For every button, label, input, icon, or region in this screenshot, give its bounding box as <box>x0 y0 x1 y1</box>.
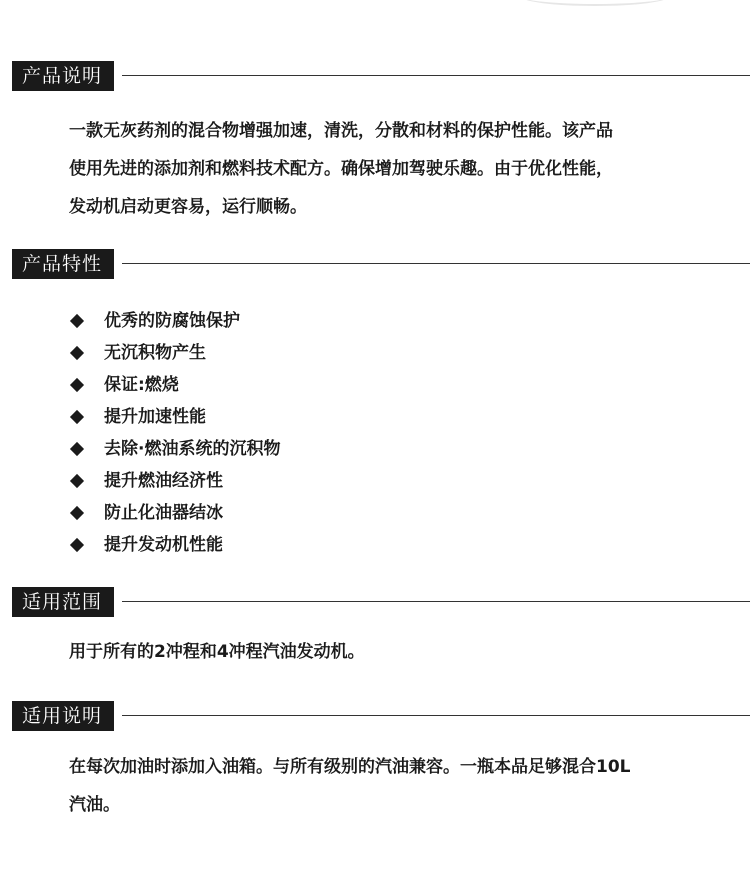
usage-line: 汽油。 <box>69 795 120 815</box>
usage-text <box>69 748 739 824</box>
section-title-description: 产品说明 <box>12 61 114 91</box>
description-line: 一款无灰药剂的混合物增强加速，清洗，分散和材料的保护性能。该产品 <box>69 121 613 141</box>
list-item <box>70 305 280 337</box>
section-divider <box>12 75 750 76</box>
diamond-bullet-icon <box>70 346 84 360</box>
list-item <box>70 497 280 529</box>
section-header-features <box>12 249 750 279</box>
diamond-bullet-icon <box>70 314 84 328</box>
section-divider <box>12 715 750 716</box>
feature-label: 提升发动机性能 <box>104 535 223 555</box>
section-title-features: 产品特性 <box>12 249 114 279</box>
list-item <box>70 369 280 401</box>
section-divider <box>12 601 750 602</box>
section-header-usage <box>12 701 750 731</box>
diamond-bullet-icon <box>70 442 84 456</box>
section-divider <box>12 263 750 264</box>
list-item <box>70 465 280 497</box>
feature-label: 提升燃油经济性 <box>104 471 223 491</box>
diamond-bullet-icon <box>70 506 84 520</box>
diamond-bullet-icon <box>70 538 84 552</box>
diamond-bullet-icon <box>70 410 84 424</box>
features-list <box>70 305 280 561</box>
scope-line: 用于所有的2冲程和4冲程汽油发动机。 <box>69 642 365 662</box>
feature-label: 优秀的防腐蚀保护 <box>104 311 240 331</box>
description-line: 使用先进的添加剂和燃料技术配方。确保增加驾驶乐趣。由于优化性能， <box>69 159 613 179</box>
feature-label: 保证:燃烧 <box>104 375 179 395</box>
feature-label: 去除·燃油系统的沉积物 <box>104 439 281 459</box>
diamond-bullet-icon <box>70 474 84 488</box>
section-header-scope <box>12 587 750 617</box>
list-item <box>70 433 280 465</box>
diamond-bullet-icon <box>70 378 84 392</box>
feature-label: 防止化油器结冰 <box>104 503 223 523</box>
feature-label: 无沉积物产生 <box>104 343 206 363</box>
list-item <box>70 529 280 561</box>
list-item <box>70 401 280 433</box>
decorative-arc <box>520 0 670 6</box>
usage-line: 在每次加油时添加入油箱。与所有级别的汽油兼容。一瓶本品足够混合10L <box>69 757 631 777</box>
feature-label: 提升加速性能 <box>104 407 206 427</box>
description-text <box>69 112 739 226</box>
section-title-scope: 适用范围 <box>12 587 114 617</box>
section-header-description <box>12 61 750 91</box>
list-item <box>70 337 280 369</box>
scope-text <box>69 633 739 671</box>
description-line: 发动机启动更容易，运行顺畅。 <box>69 197 307 217</box>
section-title-usage: 适用说明 <box>12 701 114 731</box>
